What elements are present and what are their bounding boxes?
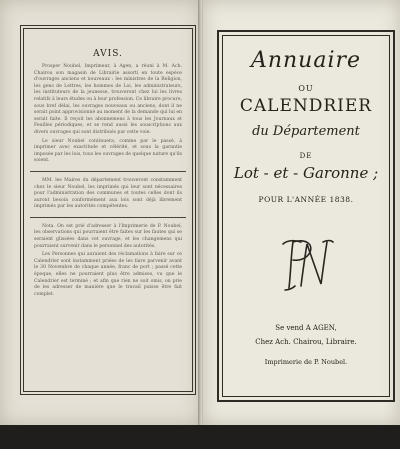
avis-paragraph: Le sieur Noubel continuera, comme par le passé, à imprimer avec exactitude et célérité, et sous la garantie imposée par les lois, tous les ouvrages de quelque nature qu'ils soient. [34, 138, 182, 164]
bookseller: Chez Ach. Chairou, Libraire. [255, 338, 357, 346]
sale-location: Se vend A AGEN, [275, 324, 337, 332]
avis-frame [23, 28, 193, 392]
mairies-text [24, 178, 192, 211]
printer: Imprimerie de P. Noubel. [264, 358, 348, 366]
title-annuaire: Annuaire [250, 48, 362, 73]
divider [30, 217, 186, 218]
left-page [0, 0, 200, 425]
title-ou: OU [298, 84, 314, 93]
avis-paragraph: Prosper Noubel, Imprimeur, à Agen, a réuni à M. Ach. Chairou son magasin de Librairie assorti en toute espèce d'ouvrages anciens et nouveaux : les ministres de la Religion, les gens de Lettres, les hommes de Loi, les administrateurs, les instituteurs de la jeunesse, trouveront chez lui les livres relatifs à leurs études ou à leur profession. Ce libraire procure, sous bref délai, les ouvrages nouveaux ou anciens, dont il ne serait point approvisionné au moment de la demande qui lui en serait faite. Il reçoit les abonnemens à tous les Journaux et Feuilles périodiques, et se rend aussi les souscriptions aux divers ouvrages qui sont distribués par cette voie. [34, 64, 182, 135]
title-de: DE [299, 152, 313, 160]
divider [30, 171, 186, 172]
pn-monogram-icon [271, 230, 341, 300]
reclamations-paragraph: Les Personnes qui auraient des réclamations à faire sur ce Calendrier sont instamment priées de les faire parvenir avant le 30 Novembre de chaque année, franc de port ; passé cette époque, elles ne pourraient plus être admises, vu que le Calendrier est terminé ; et afin que rien ne soit omis, on prie de les adresser de manière que le travail puisse être fait complet. [34, 252, 182, 297]
avis-title: AVIS. [93, 49, 123, 59]
background-surface [0, 425, 400, 449]
title-lot-et-garonne: Lot - et - Garonne ; [233, 164, 379, 182]
mairies-paragraph: MM. les Maires du département trouveront constamment chez le sieur Noubel, les imprimés qui leur sont nécessaires pour l'administration des communes et toutes celles dont ils auront besoin conformément aux lois sont déjà librement imprimés par les autorités compétentes. [34, 177, 182, 210]
nota-paragraph: Nota. On est prié d'adresser à l'Imprimerie de P. Noubel, les observations qui pourraient être faites sur les fautes qui se seraient glissées dans cet ouvrage, et les changemens qui pourraient survenir dans le personnel des autorités. [34, 223, 182, 249]
nota-text [24, 224, 192, 299]
title-departement: du Département [252, 124, 360, 139]
avis-text [24, 64, 192, 165]
title-year: POUR L'ANNÉE 1838. [258, 195, 354, 204]
title-calendrier: CALENDRIER [239, 96, 373, 116]
title-frame [217, 30, 395, 402]
